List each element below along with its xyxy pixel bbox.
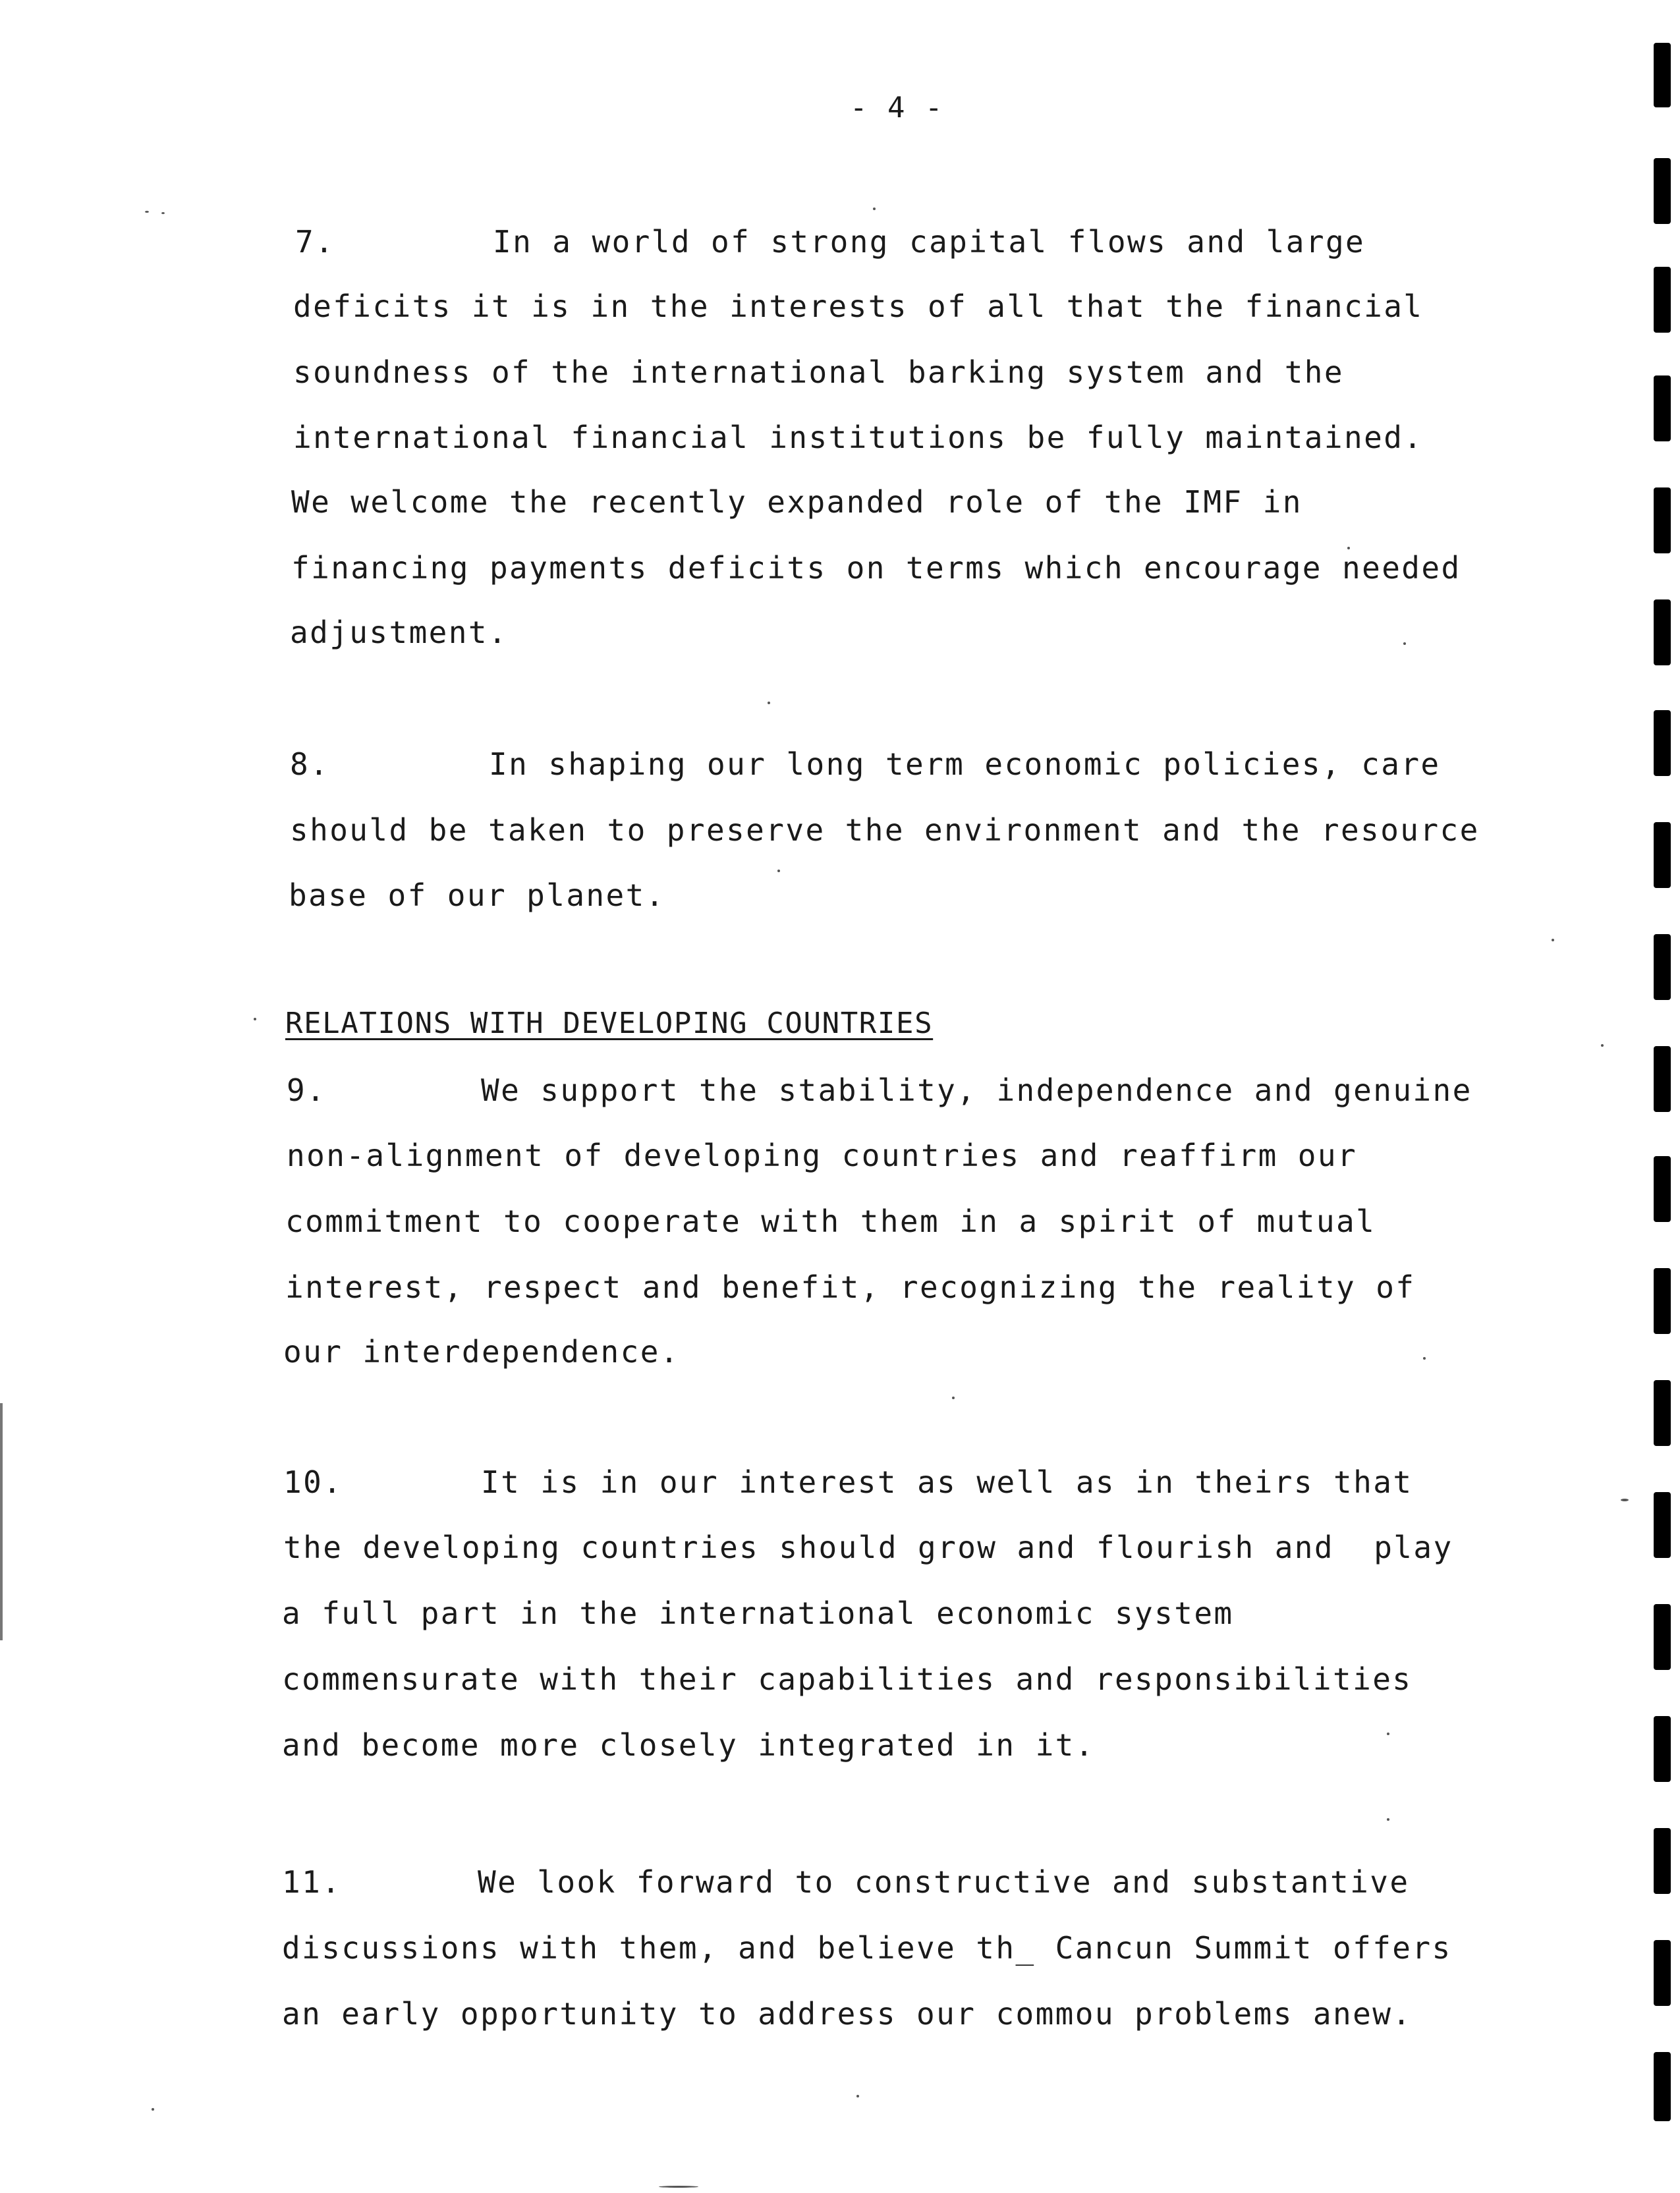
paragraph-line: It is in our interest as well as in theirs that xyxy=(481,1464,1413,1500)
scan-speck xyxy=(1423,1357,1426,1360)
scan-mark xyxy=(1654,1380,1671,1446)
paragraph-line: non-alignment of developing countries and reaffirm our xyxy=(287,1138,1358,1173)
scan-speck xyxy=(777,870,780,872)
paragraph-number: 8. xyxy=(290,746,330,782)
section-heading: RELATIONS WITH DEVELOPING COUNTRIES xyxy=(285,1007,934,1040)
paragraph-number: 7. xyxy=(295,224,335,260)
paragraph-line: commensurate with their capabilities and responsibilities xyxy=(282,1661,1413,1697)
scan-speck xyxy=(768,702,770,704)
scan-mark xyxy=(1654,2052,1671,2121)
scan-mark xyxy=(1654,1492,1671,1558)
paragraph-line: and become more closely integrated in it. xyxy=(282,1727,1095,1763)
paragraph-line: We support the stability, independence and genuine xyxy=(481,1072,1472,1108)
scan-speck xyxy=(161,212,165,214)
paragraph-line: adjustment. xyxy=(290,615,509,650)
scan-speck xyxy=(1601,1044,1604,1047)
paragraph-number: 11. xyxy=(282,1864,342,1900)
scan-mark xyxy=(1654,1268,1671,1334)
paragraph-number: 10. xyxy=(283,1464,343,1500)
paragraph-line: In a world of strong capital flows and large xyxy=(493,224,1366,260)
paragraph-line: interest, respect and benefit, recognizing the reality of xyxy=(285,1269,1416,1305)
scan-mark xyxy=(1654,487,1671,553)
paragraph-line: In shaping our long term economic policies, care xyxy=(489,746,1441,782)
paragraph-line: soundness of the international barking system and the xyxy=(293,354,1344,390)
scan-mark xyxy=(1654,158,1671,224)
paragraph-line: the developing countries should grow and flourish and play xyxy=(283,1530,1453,1565)
page-number: - 4 - xyxy=(850,91,944,125)
paragraph-line: our interdependence. xyxy=(283,1334,680,1370)
paragraph-line: an early opportunity to address our commou problems anew. xyxy=(282,1996,1413,2032)
scan-mark xyxy=(1654,375,1671,441)
scan-speck xyxy=(1387,1818,1389,1821)
paragraph-line: international financial institutions be fully maintained. xyxy=(293,420,1424,455)
scan-mark xyxy=(1654,710,1671,776)
scan-speck xyxy=(856,2095,859,2097)
paragraph-line: We look forward to constructive and substantive xyxy=(478,1864,1410,1900)
scan-speck xyxy=(952,1397,955,1399)
paragraph-line: We welcome the recently expanded role of the IMF in xyxy=(291,484,1302,520)
scan-mark xyxy=(1654,934,1671,1000)
paragraph-number: 9. xyxy=(287,1072,327,1108)
paragraph-line: deficits it is in the interests of all that the financial xyxy=(293,289,1424,324)
scan-speck xyxy=(1552,939,1554,941)
scan-mark xyxy=(1654,1828,1671,1894)
scan-mark xyxy=(1654,1716,1671,1782)
scan-speck xyxy=(1387,1733,1389,1735)
paragraph-line: should be taken to preserve the environment and the resource xyxy=(290,812,1480,848)
paragraph-line: financing payments deficits on terms which encourage needed xyxy=(291,550,1461,586)
scan-mark xyxy=(1654,599,1671,665)
scan-speck xyxy=(152,2108,154,2111)
scan-speck xyxy=(873,208,876,210)
scan-speck xyxy=(1403,642,1406,645)
scan-speck xyxy=(1347,547,1350,549)
scan-mark xyxy=(1654,1046,1671,1112)
scan-left-edge xyxy=(0,1403,3,1640)
scan-speck xyxy=(1621,1499,1629,1501)
scan-speck xyxy=(145,211,149,213)
paragraph-line: commitment to cooperate with them in a spirit of mutual xyxy=(285,1204,1376,1239)
scan-speck xyxy=(659,2186,698,2188)
scan-mark xyxy=(1654,1156,1671,1222)
scan-speck xyxy=(254,1018,256,1020)
paragraph-line: discussions with them, and believe th_ Cancun Summit offers xyxy=(282,1930,1452,1966)
scan-mark xyxy=(1654,1604,1671,1670)
paragraph-line: base of our planet. xyxy=(289,877,665,913)
scan-mark xyxy=(1654,267,1671,333)
scan-mark xyxy=(1654,43,1671,107)
scan-mark xyxy=(1654,1940,1671,2006)
scan-mark xyxy=(1654,822,1671,888)
paragraph-line: a full part in the international economic system xyxy=(282,1596,1234,1631)
